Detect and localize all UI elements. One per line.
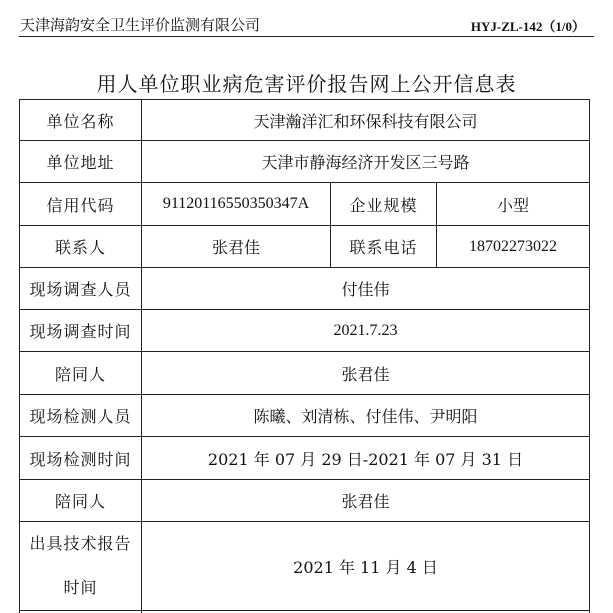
unit-address-label: 单位地址 <box>20 141 142 183</box>
test-time-value: 2021 年 07 月 29 日-2021 年 07 月 31 日 <box>142 437 590 480</box>
test-time-label: 现场检测时间 <box>20 437 142 480</box>
report-time-label-line2: 时间 <box>63 578 98 597</box>
test-staff-value: 陈曦、刘清栋、付佳伟、尹明阳 <box>142 395 590 437</box>
company-scale-label: 企业规模 <box>331 183 437 226</box>
unit-name-value: 天津瀚洋汇和环保科技有限公司 <box>142 100 590 141</box>
unit-name-label: 单位名称 <box>20 100 142 141</box>
table-row <box>20 226 590 268</box>
survey-staff-value: 付佳伟 <box>142 268 590 310</box>
header-doc-code: HYJ-ZL-142（1/0） <box>470 19 585 34</box>
contact-phone-value: 18702273022 <box>437 226 590 268</box>
table-row <box>20 183 590 226</box>
document-title: 用人单位职业病危害评价报告网上公开信息表 <box>96 72 517 96</box>
table-row <box>20 100 590 141</box>
table-row <box>20 310 590 352</box>
table-row <box>20 480 590 522</box>
credit-code-label: 信用代码 <box>20 183 142 226</box>
contact-value: 张君佳 <box>142 226 331 268</box>
survey-time-label: 现场调查时间 <box>20 310 142 352</box>
header-company: 天津海韵安全卫生评价监测有限公司 <box>20 16 261 34</box>
table-row <box>20 437 590 480</box>
survey-companion-value: 张君佳 <box>142 352 590 395</box>
table-row <box>20 522 590 611</box>
table-row <box>20 352 590 395</box>
report-time-label-line1: 出具技术报告 <box>29 534 132 553</box>
test-companion-value: 张君佳 <box>142 480 590 522</box>
info-table <box>19 99 590 613</box>
report-time-label <box>20 522 142 611</box>
table-row <box>20 395 590 437</box>
company-scale-value: 小型 <box>437 183 590 226</box>
contact-label: 联系人 <box>20 226 142 268</box>
contact-phone-label: 联系电话 <box>331 226 437 268</box>
test-staff-label: 现场检测人员 <box>20 395 142 437</box>
table-row <box>20 268 590 310</box>
credit-code-value: 91120116550350347A <box>142 183 331 226</box>
survey-time-value: 2021.7.23 <box>142 310 590 352</box>
table-row <box>20 141 590 183</box>
survey-companion-label: 陪同人 <box>20 352 142 395</box>
unit-address-value: 天津市静海经济开发区三号路 <box>142 141 590 183</box>
survey-staff-label: 现场调查人员 <box>20 268 142 310</box>
test-companion-label: 陪同人 <box>20 480 142 522</box>
header-rule <box>19 36 594 37</box>
report-time-value: 2021 年 11 月 4 日 <box>142 522 590 611</box>
